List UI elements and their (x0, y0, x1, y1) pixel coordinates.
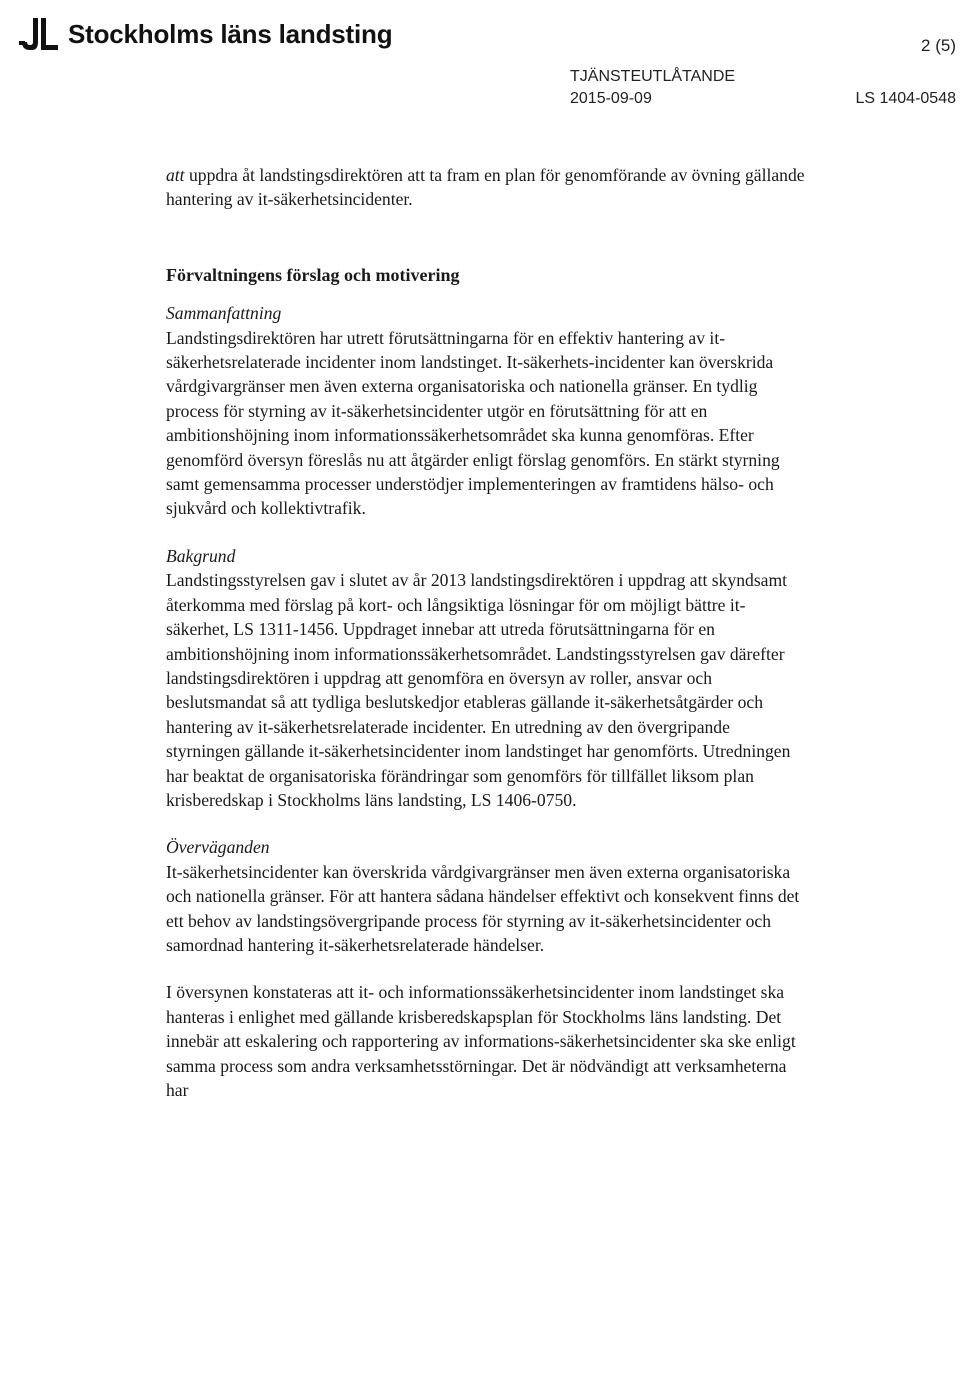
intro-text: uppdra åt landstingsdirektören att ta fram en plan för genomförande av övning gällande hantering av it-säkerhetsincidenter. (166, 165, 805, 210)
intro-paragraph (166, 163, 806, 212)
page-number: 2 (5) (921, 36, 956, 55)
intro-keyword: att (166, 165, 185, 185)
document-header (0, 0, 960, 120)
organization-name: Stockholms läns landsting (68, 18, 393, 49)
section-heading: Förvaltningens förslag och motivering (166, 264, 460, 285)
paragraph-sammanfattning: Landstingsdirektören har utrett förutsättningarna för en effektiv hantering av it-säkerhetsrelaterade incidenter inom landstinget. It-säkerhets-incidenter kan överskrida vårdgivargränser men även externa organisatoriska och nationella gränser. En tydlig process för styrning av it-säkerhetsincidenter utgör en förutsättning för att en ambitionshöjning inom informationssäkerhetsområdet ska kunna genomföras. Efter genomförd översyn föreslås nu att åtgärder enligt förslag genomförs. En stärkt styrning samt gemensamma processer understödjer implementeringen av framtidens hälso- och sjukvård och kollektivtrafik. (166, 327, 780, 519)
document-type: TJÄNSTEUTLÅTANDE (570, 68, 736, 85)
paragraph-bakgrund: Landstingsstyrelsen gav i slutet av år 2013 landstingsdirektören i uppdrag att skyndsamt återkomma med förslag på kort- och långsiktiga lösningar för om möjligt bättre it-säkerhet, LS 1311-1456. Uppdraget innebar att utreda förutsättningarna för en ambitionshöjning inom informationssäkerhetsområdet. Landstingsstyrelsen gav därefter landstingsdirektören i uppdrag att genomföra en översyn av roller, ansvar och beslutsmandat så att tydliga beslutskedjor etableras gällande it-säkerhetsåtgärder och hantering av it-säkerhetsrelaterade incidenter. En utredning av den övergripande styrningen gällande it-säkerhetsincidenter inom landstinget har genomförts. Utredningen har beaktat de organisatoriska förändringar som genomförs för tillfället liksom plan krisberedskap i Stockholms läns landsting, LS 1406-0750. (166, 570, 791, 810)
paragraph-overvaganden-2: I översynen konstateras att it- och informationssäkerhetsincidenter inom landstinget ska hanteras i enlighet med gällande krisberedskapsplan för Stockholms läns landsting. Det innebär att eskalering och rapportering av informations-säkerhetsincidenter ska ske enligt samma process som andra verksamhetsstörningar. Det är nödvändigt att verksamheterna har (166, 982, 796, 1100)
sll-logo-icon (18, 14, 62, 54)
subheading-overvaganden: Överväganden (166, 837, 270, 858)
subheading-bakgrund: Bakgrund (166, 545, 236, 566)
subheading-sammanfattning: Sammanfattning (166, 303, 282, 324)
document-date: 2015-09-09 (570, 90, 652, 107)
document-body (166, 163, 806, 1102)
paragraph-overvaganden-1: It-säkerhetsincidenter kan överskrida vårdgivargränser men även externa organisatoriska och nationella gränser. För att hantera sådana händelser effektivt och konsekvent finns det ett behov av landstingsövergripande process för styrning av it-säkerhetsincidenter och samordnad hantering it-säkerhetsrelaterade händelser. (166, 861, 800, 955)
logo (18, 14, 392, 54)
document-reference: LS 1404-0548 (855, 90, 956, 107)
